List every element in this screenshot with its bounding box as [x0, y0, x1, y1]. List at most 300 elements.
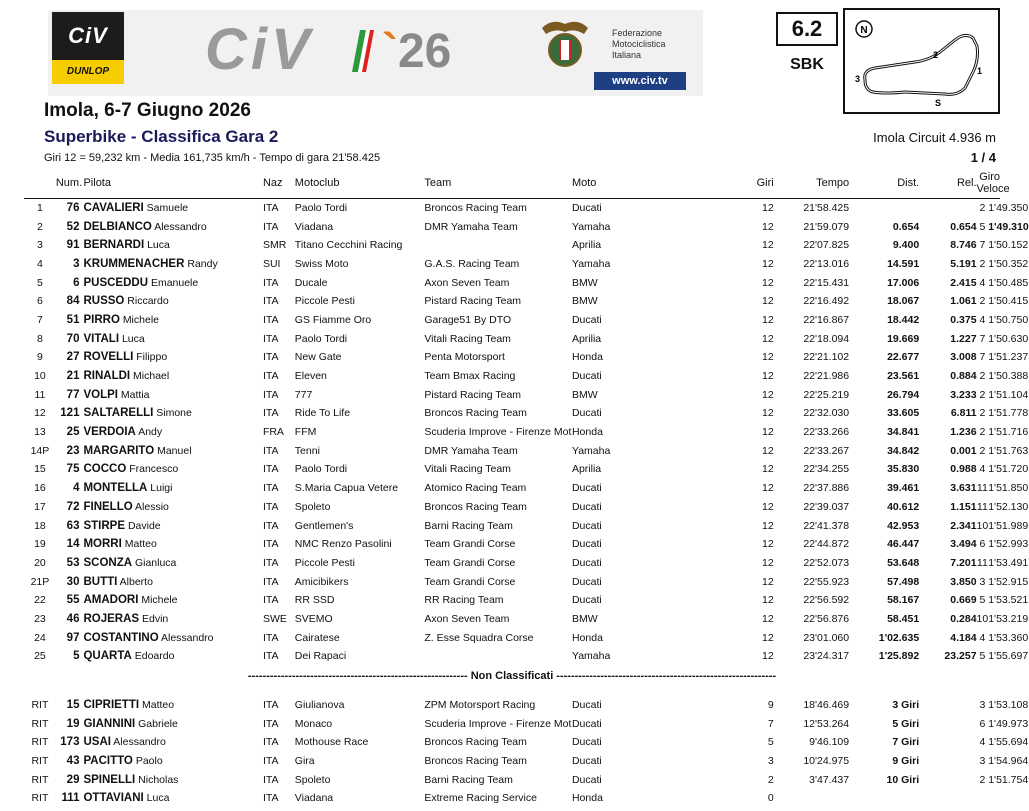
rider-name: [83, 591, 262, 610]
rider-surname: COSTANTINO: [83, 631, 159, 644]
motoclub: 777: [294, 388, 313, 401]
gap-leader: 9.400: [892, 239, 920, 252]
position: 1: [37, 202, 43, 215]
best-lap-time: 1'53.108: [988, 699, 1029, 712]
nationality: ITA: [262, 519, 279, 532]
rider-surname: BUTTI: [83, 575, 118, 588]
best-lap-time: 1'51.989: [988, 519, 1029, 532]
rider-number: 72: [66, 500, 80, 513]
nationality: ITA: [262, 220, 279, 233]
laps: 12: [762, 220, 774, 233]
best-lap-number: 4: [979, 313, 986, 326]
federation-name: Federazione Motociclistica Italiana: [612, 28, 666, 60]
best-lap-time: 1'52.130: [988, 500, 1029, 513]
rider-firstname: Alessandro: [160, 631, 214, 644]
bike: Ducati: [571, 500, 602, 513]
gap-leader: 17.006: [887, 276, 920, 289]
team: Scuderia Improve - Firenze Mot: [424, 717, 572, 730]
position: RIT: [31, 755, 49, 768]
bike: Yamaha: [571, 257, 611, 270]
bike: Ducati: [571, 717, 602, 730]
laps: 12: [762, 556, 774, 569]
table-row: [24, 255, 1000, 274]
gap-previous: 0.654: [950, 220, 977, 233]
bike: Ducati: [571, 313, 602, 326]
rider-surname: QUARTA: [83, 650, 132, 663]
track-map: [843, 8, 1000, 114]
best-lap-number: 7: [979, 351, 986, 364]
rider-name: [83, 516, 262, 535]
motoclub: Eleven: [294, 370, 327, 383]
col-team: Team: [424, 169, 572, 199]
nationality: ITA: [262, 699, 279, 712]
team: [424, 647, 572, 666]
table-row: [24, 367, 1000, 386]
position: 7: [37, 313, 43, 326]
rider-firstname: Nicholas: [138, 773, 179, 786]
best-lap-time: 1'50.352: [988, 257, 1029, 270]
rider-name: [83, 498, 262, 517]
rider-name: [83, 385, 262, 404]
race-time: 21'58.425: [803, 202, 850, 215]
race-time: 22'13.016: [803, 257, 850, 270]
best-lap-number: 2: [979, 388, 986, 401]
best-lap-time: 1'50.485: [988, 276, 1029, 289]
rider-name: [83, 733, 262, 752]
race-time: 22'07.825: [803, 239, 850, 252]
team: Broncos Racing Team: [424, 407, 527, 420]
nationality: ITA: [262, 370, 279, 383]
laps: 12: [762, 257, 774, 270]
position: 21P: [30, 575, 50, 588]
best-lap-time: 1'51.778: [988, 407, 1029, 420]
gap-leader: 23.561: [887, 370, 920, 383]
motoclub: New Gate: [294, 351, 342, 364]
rider-number: 25: [66, 426, 80, 439]
rider-firstname: Andy: [138, 426, 163, 439]
motoclub: Gentlemen's: [294, 519, 354, 532]
nationality: ITA: [262, 313, 279, 326]
race-time: 23'01.060: [803, 631, 850, 644]
rider-firstname: Alessio: [135, 500, 169, 513]
rider-name: [83, 789, 262, 808]
laps: 12: [762, 631, 774, 644]
gap-leader: 34.842: [887, 444, 920, 457]
table-row: [24, 752, 1000, 771]
laps: 7: [767, 717, 774, 730]
team: Team Grandi Corse: [424, 556, 516, 569]
position: 19: [34, 538, 46, 551]
race-time: 9'46.109: [809, 736, 850, 749]
bike: Yamaha: [571, 444, 611, 457]
best-lap-number: 3: [979, 575, 986, 588]
motoclub: Dei Rapaci: [294, 650, 347, 663]
table-row: [24, 311, 1000, 330]
nationality: ITA: [262, 736, 279, 749]
bike: Honda: [571, 631, 603, 644]
svg-text:S: S: [935, 98, 942, 108]
gap-leader: 40.612: [887, 500, 920, 513]
results-body: [24, 199, 1029, 808]
gap-previous: [919, 714, 976, 733]
rider-number: 63: [66, 519, 80, 532]
position: RIT: [31, 699, 49, 712]
gap-leader: 58.451: [887, 612, 920, 625]
gap-previous: [919, 199, 976, 218]
table-row: [24, 733, 1000, 752]
team: Team Grandi Corse: [424, 538, 516, 551]
motoclub: Cairatese: [294, 631, 340, 644]
best-lap-time: 1'51.754: [988, 773, 1029, 786]
table-row: [24, 591, 1000, 610]
rider-number: 23: [66, 444, 80, 457]
best-lap-number: 2: [979, 773, 986, 786]
team: Pistard Racing Team: [424, 295, 522, 308]
race-time: 3'47.437: [809, 773, 850, 786]
bike: Aprilia: [571, 463, 602, 476]
race-time: 22'25.219: [803, 388, 850, 401]
gap-previous: 3.850: [950, 575, 977, 588]
best-lap-number: 3: [979, 699, 986, 712]
italian-flag-icon: [352, 30, 374, 72]
civ-logo-text: CiV: [205, 17, 314, 82]
rider-firstname: Francesco: [129, 463, 179, 476]
race-time: 22'21.102: [803, 351, 850, 364]
best-lap-time: 1'54.964: [988, 755, 1029, 768]
rider-surname: AMADORI: [83, 594, 139, 607]
laps: 12: [762, 463, 774, 476]
best-lap-number: 4: [979, 631, 986, 644]
table-row: [24, 554, 1000, 573]
col-num: Num.: [56, 169, 84, 199]
rider-number: 52: [66, 220, 80, 233]
rider-name: [83, 696, 262, 715]
best-lap-number: 6: [979, 717, 986, 730]
laps: 3: [767, 755, 774, 768]
rider-surname: SALTARELLI: [83, 407, 154, 420]
laps: 9: [767, 699, 774, 712]
race-time: 22'16.867: [803, 313, 850, 326]
rider-name: [83, 647, 262, 666]
position: 22: [34, 594, 46, 607]
table-row: [24, 385, 1000, 404]
position: 4: [37, 257, 43, 270]
gap-previous: 3.494: [950, 538, 977, 551]
team: DMR Yamaha Team: [424, 444, 518, 457]
rider-firstname: Matteo: [124, 538, 157, 551]
bike: BMW: [571, 612, 598, 625]
col-pos: [24, 169, 56, 199]
rider-firstname: Edoardo: [134, 650, 175, 663]
rider-surname: DELBIANCO: [83, 220, 152, 233]
team: Garage51 By DTO: [424, 313, 512, 326]
team: Extreme Racing Service: [424, 792, 537, 805]
table-row: [24, 572, 1000, 591]
position: 14P: [30, 444, 50, 457]
table-row: [24, 441, 1000, 460]
table-row: [24, 770, 1000, 789]
bike: Ducati: [571, 699, 602, 712]
nationality: ITA: [262, 388, 279, 401]
rider-firstname: Luca: [146, 792, 170, 805]
rider-surname: MARGARITO: [83, 444, 155, 457]
bike: Ducati: [571, 538, 602, 551]
table-row: [24, 516, 1000, 535]
rider-name: [83, 460, 262, 479]
rider-name: [83, 479, 262, 498]
rider-firstname: Paolo: [135, 755, 163, 768]
table-row: [24, 610, 1000, 629]
rider-number: 30: [66, 575, 80, 588]
position: 9: [37, 351, 43, 364]
motoclub: NMC Renzo Pasolini: [294, 538, 392, 551]
gap-previous: 5.191: [950, 257, 977, 270]
laps: 12: [762, 295, 774, 308]
table-row: [24, 217, 1000, 236]
best-lap-time: 1'51.237: [988, 351, 1029, 364]
position: 20: [34, 556, 46, 569]
best-lap-time: 1'53.219: [988, 612, 1029, 625]
rider-number: 53: [66, 556, 80, 569]
gap-previous: 3.233: [950, 388, 977, 401]
svg-text:N: N: [860, 25, 868, 36]
team: Scuderia Improve - Firenze Mot: [424, 426, 572, 439]
rider-surname: SPINELLI: [83, 773, 136, 786]
gap-previous: 3.008: [950, 351, 977, 364]
team: Team Grandi Corse: [424, 575, 516, 588]
rider-number: 27: [66, 351, 80, 364]
laps: 12: [762, 444, 774, 457]
position: 25: [34, 650, 46, 663]
best-lap-time: 1'50.415: [988, 295, 1029, 308]
non-classified-label: ------------------------------------------------------------ Non Classificati ------------------------------------------------------------: [247, 669, 777, 682]
rider-firstname: Manuel: [157, 444, 192, 457]
gap-leader: 10 Giri: [886, 773, 920, 786]
best-lap-time: 1'51.720: [988, 463, 1029, 476]
laps: 12: [762, 575, 774, 588]
gap-leader: 58.167: [887, 594, 920, 607]
race-time: 22'56.876: [803, 612, 850, 625]
best-lap-number: 5: [979, 220, 986, 233]
laps: 0: [767, 792, 774, 805]
nationality: SWE: [262, 612, 287, 625]
team: Vitali Racing Team: [424, 463, 511, 476]
bike: Aprilia: [571, 332, 602, 345]
civ-badge-text: CiV: [52, 12, 124, 60]
rider-name: [83, 423, 262, 442]
best-lap-number: 11: [976, 500, 988, 513]
best-lap-time: 1'50.388: [988, 370, 1029, 383]
laps: 12: [762, 650, 774, 663]
race-time: 12'53.264: [803, 717, 850, 730]
race-time: 22'52.073: [803, 556, 850, 569]
position: RIT: [31, 736, 49, 749]
motoclub: RR SSD: [294, 594, 335, 607]
gap-previous: 6.811: [950, 407, 977, 420]
laps: 12: [762, 426, 774, 439]
nationality: ITA: [262, 717, 279, 730]
gap-leader: 7 Giri: [892, 736, 920, 749]
position: 10: [34, 370, 46, 383]
col-moto: Moto: [572, 169, 731, 199]
gap-leader: 34.841: [887, 426, 920, 439]
motoclub: Giulianova: [294, 699, 345, 712]
rider-firstname: Mattia: [120, 388, 150, 401]
motoclub: Spoleto: [294, 500, 331, 513]
rider-number: 75: [66, 463, 80, 476]
bike: Ducati: [571, 594, 602, 607]
team: RR Racing Team: [424, 594, 504, 607]
nationality: ITA: [262, 575, 279, 588]
rider-number: 70: [66, 332, 80, 345]
table-row: [24, 647, 1000, 666]
best-lap-time: 1'55.694: [988, 736, 1029, 749]
best-lap-time: [988, 789, 1000, 808]
rider-surname: VITALI: [83, 332, 120, 345]
rider-number: 91: [66, 239, 80, 252]
race-time: 22'55.923: [803, 575, 850, 588]
nationality: ITA: [262, 351, 279, 364]
team: DMR Yamaha Team: [424, 220, 518, 233]
motoclub: GS Fiamme Oro: [294, 313, 372, 326]
gap-previous: 0.884: [950, 370, 977, 383]
laps: 12: [762, 332, 774, 345]
bike: Ducati: [571, 370, 602, 383]
rider-name: [83, 348, 262, 367]
best-lap-time: 1'50.750: [988, 313, 1029, 326]
best-lap-time: 1'55.697: [988, 650, 1029, 663]
best-lap-time: 1'50.630: [988, 332, 1029, 345]
nationality: ITA: [262, 202, 279, 215]
rider-name: [83, 199, 262, 218]
best-lap-number: 2: [979, 370, 986, 383]
table-header-row: [24, 169, 1000, 199]
rider-surname: CIPRIETTI: [83, 699, 140, 712]
motoclub: Monaco: [294, 717, 333, 730]
rider-firstname: Luigi: [150, 482, 173, 495]
rider-number: 76: [66, 202, 80, 215]
laps: 12: [762, 407, 774, 420]
race-class: SBK: [790, 56, 824, 73]
bike: Aprilia: [571, 239, 602, 252]
rider-name: [83, 610, 262, 629]
best-lap-time: 1'52.915: [988, 575, 1029, 588]
race-time: 22'39.037: [803, 500, 850, 513]
best-lap-number: 11: [976, 482, 988, 495]
table-row: [24, 273, 1000, 292]
team: Broncos Racing Team: [424, 202, 527, 215]
team: Axon Seven Team: [424, 276, 510, 289]
team: Vitali Racing Team: [424, 332, 511, 345]
nationality: FRA: [262, 426, 284, 439]
nationality: ITA: [262, 594, 279, 607]
col-motoclub: Motoclub: [295, 169, 425, 199]
rider-number: 5: [73, 650, 80, 663]
motoclub: SVEMO: [294, 612, 333, 625]
bike: Ducati: [571, 736, 602, 749]
gap-previous: 2.341: [950, 519, 977, 532]
position: 8: [37, 332, 43, 345]
position: 2: [37, 220, 43, 233]
laps: 12: [762, 388, 774, 401]
rider-surname: PACITTO: [83, 755, 133, 768]
best-lap-time: 1'53.491: [988, 556, 1029, 569]
event-title: Imola, 6-7 Giugno 2026: [44, 100, 251, 121]
nationality: ITA: [262, 463, 279, 476]
team: Team Bmax Racing: [424, 370, 516, 383]
bike: BMW: [571, 276, 598, 289]
rider-firstname: Emanuele: [150, 276, 199, 289]
nationality: ITA: [262, 792, 279, 805]
gap-previous: 3.631: [950, 482, 977, 495]
rider-surname: OTTAVIANI: [83, 792, 144, 805]
rider-number: 6: [73, 276, 80, 289]
motoclub: Viadana: [294, 792, 334, 805]
best-lap-number: 2: [979, 426, 986, 439]
position: 24: [34, 631, 46, 644]
nationality: ITA: [262, 556, 279, 569]
race-title: Superbike - Classifica Gara 2: [44, 127, 279, 146]
motoclub: Amicibikers: [294, 575, 349, 588]
website-link[interactable]: www.civ.tv: [594, 72, 686, 90]
best-lap-time: 1'49.973: [988, 717, 1029, 730]
rider-firstname: Alessandro: [154, 220, 207, 233]
rider-surname: MONTELLA: [83, 482, 148, 495]
gap-previous: 8.746: [950, 239, 977, 252]
position: RIT: [31, 773, 49, 786]
best-lap-number: 5: [979, 650, 986, 663]
rider-firstname: Matteo: [141, 699, 175, 712]
nationality: ITA: [262, 650, 279, 663]
team: Axon Seven Team: [424, 612, 510, 625]
nationality: SUI: [262, 257, 281, 270]
best-lap-time: 1'52.993: [988, 538, 1029, 551]
bike: BMW: [571, 295, 598, 308]
best-lap-time: 1'50.152: [988, 239, 1029, 252]
nationality: ITA: [262, 407, 279, 420]
gap-leader: 26.794: [887, 388, 920, 401]
table-row: [24, 348, 1000, 367]
motoclub: Piccole Pesti: [294, 295, 355, 308]
rider-surname: VOLPI: [83, 388, 118, 401]
bike: BMW: [571, 388, 598, 401]
team: Atomico Racing Team: [424, 482, 527, 495]
rider-number: 173: [60, 736, 80, 749]
col-tempo: Tempo: [774, 169, 849, 199]
rider-firstname: Gabriele: [138, 717, 178, 730]
best-lap-number: [977, 789, 989, 808]
col-naz: Naz: [263, 169, 295, 199]
gap-leader: 19.669: [887, 332, 920, 345]
rider-number: 14: [66, 538, 80, 551]
bike: Honda: [571, 426, 603, 439]
rider-surname: RUSSO: [83, 295, 125, 308]
race-info-line: Giri 12 = 59,232 km - Media 161,735 km/h - Tempo di gara 21'58.425: [44, 152, 381, 164]
best-lap-number: 2: [979, 202, 986, 215]
race-time: 22'34.255: [803, 463, 850, 476]
rider-name: [83, 770, 262, 789]
rider-name: [83, 554, 262, 573]
gap-previous: 0.001: [950, 444, 977, 457]
motoclub: Viadana: [294, 220, 334, 233]
motoclub: Ride To Life: [294, 407, 351, 420]
laps: 12: [762, 370, 774, 383]
gap-leader: [849, 789, 919, 808]
race-time: 22'18.094: [803, 332, 850, 345]
motoclub: Tenni: [294, 444, 320, 457]
bike: Ducati: [571, 575, 602, 588]
rider-number: 111: [61, 792, 80, 805]
